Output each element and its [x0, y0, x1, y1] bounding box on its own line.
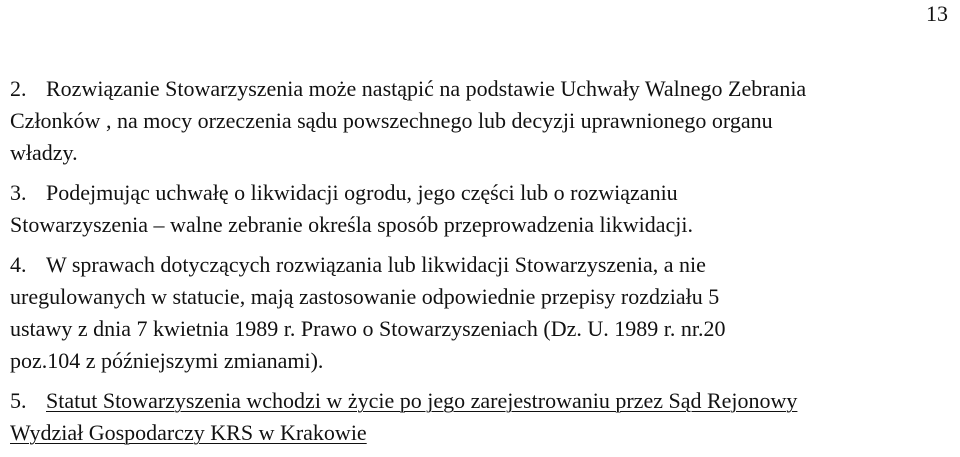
list-item-number: 4. [10, 252, 27, 277]
list-item-text: Rozwiązanie Stowarzyszenia może nastąpić na podstawie Uchwały Walnego Zebrania [46, 76, 807, 101]
list-item-text: ustawy z dnia 7 kwietnia 1989 r. Prawo o Stowarzyszeniach (Dz. U. 1989 r. nr.20 [10, 316, 726, 341]
list-item-text: poz.104 z późniejszymi zmianami). [10, 348, 324, 373]
list-item-text: Podejmując uchwałę o likwidacji ogrodu, jego części lub o rozwiązaniu [46, 180, 678, 205]
list-item-first-line [10, 177, 945, 209]
list-item-5 [10, 385, 945, 449]
list-item-2 [10, 73, 945, 169]
list-item-4 [10, 249, 945, 377]
list-item-first-line [10, 385, 945, 417]
list-item-3 [10, 177, 945, 241]
page-number: 13 [926, 1, 948, 26]
list-item-number: 2. [10, 76, 27, 101]
list-item-number: 5. [10, 388, 27, 413]
list-item-first-line [10, 73, 945, 105]
list-item-first-line [10, 249, 945, 281]
list-item-text: uregulowanych w statucie, mają zastosowanie odpowiednie przepisy rozdziału 5 [10, 284, 720, 309]
list-item-text: Stowarzyszenia – walne zebranie określa sposób przeprowadzenia likwidacji. [10, 212, 693, 237]
list-item-number: 3. [10, 180, 27, 205]
list-item-text: władzy. [10, 140, 78, 165]
list-item-text: Wydział Gospodarczy KRS w Krakowie [10, 420, 367, 445]
list-item-text: Statut Stowarzyszenia wchodzi w życie po jego zarejestrowaniu przez Sąd Rejonowy [46, 388, 798, 413]
list-item-text: Członków , na mocy orzeczenia sądu powszechnego lub decyzji uprawnionego organu [10, 108, 773, 133]
document-body [10, 73, 945, 457]
list-item-text: W sprawach dotyczących rozwiązania lub likwidacji Stowarzyszenia, a nie [46, 252, 706, 277]
